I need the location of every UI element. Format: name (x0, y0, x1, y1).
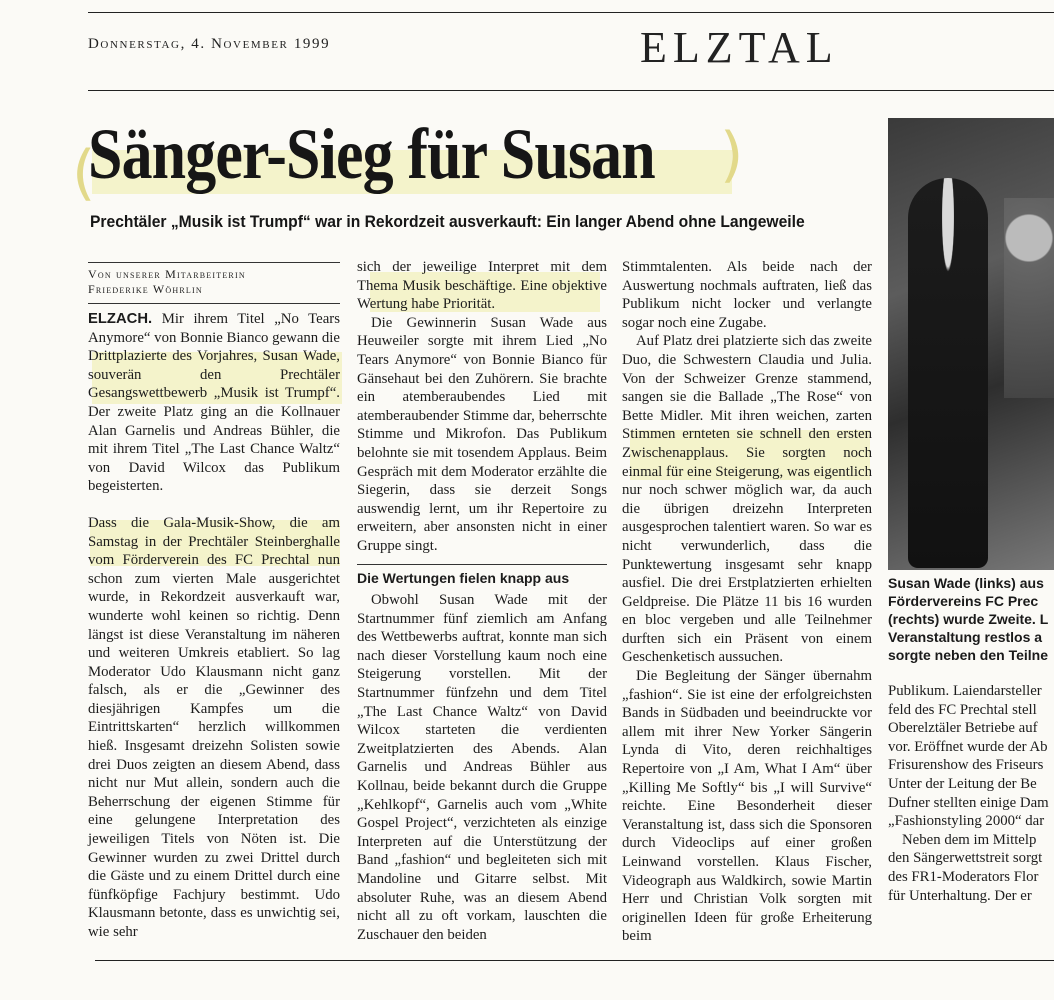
headline: Sänger-Sieg für Susan (88, 114, 655, 194)
paragraph: Obwohl Susan Wade mit der Startnummer fünf ziemlich am Anfang des Wettbewerbs auftrat, konnte man sich nach dieser Vorstellung kaum noch eine Steigerung vorstellen. Mit der Startnummer fünfzehn und dem Titel „The Last Chance Waltz“ von David Wilcox starteten die verdienten Zweitplatzierten des Abends. Alan Garnelis und Andreas Bühler aus Kollnau, beide bekannt durch die Gruppe „Kehlkopf“, Garnelis auch vom „White Gospel Project“, verzichteten als einzige Interpreten auf die Unterstützung der Band „fashion“ und begleiteten sich mit Mandoline und Gitarre selbst. Mit absoluter Ruhe, was an diesem Abend nicht all zu oft vorkam, lauschten die Zuschauer den beiden (357, 592, 607, 943)
text-line: Publikum. Laiendarsteller (888, 683, 1042, 699)
paragraph: sich der jeweilige Interpret mit dem Thema Musik beschäftige. Eine objektive Wertung habe Priorität. (357, 259, 607, 313)
bracket-mark-right: ) (720, 120, 744, 190)
subheadline: Prechtäler „Musik ist Trumpf“ war in Rekordzeit ausverkauft: Ein langer Abend ohne Langeweile (90, 212, 805, 231)
article-column-4 (888, 682, 1054, 905)
lead-paragraph (88, 310, 340, 496)
text-line: vor. Eröffnet wurde der Ab (888, 738, 1048, 755)
byline-author: Friederike Wöhrlin (88, 282, 203, 296)
text-line: Neben dem im Mittelp (902, 831, 1037, 848)
text-line: Unter der Leitung der Be (888, 775, 1037, 792)
text-line: Oberelztäler Betriebe auf (888, 720, 1038, 737)
section-subheading: Die Wertungen fielen knapp aus (357, 569, 570, 586)
paragraph: Die Begleitung der Sänger übernahm „fashion“. Sie ist eine der erfolgreichsten Bands in Südbaden und beeindruckte vor allem mit ihrer New Yorker Sängerin Lynda di Vito, deren reichhaltiges Repertoire von „I Am, What I Am“ über „Killing Me Softly“ bis „I will Survive“ reichte. Eine Besonderheit dieser Veranstaltung ist, dass sich die Sponsoren durch Videoclips auf einer großen Leinwand vorstellen. Klaus Fischer, Videograph aus Waldkirch, sowie Martin Herr und Christian Volk sorgten mit originellen Ideen für große Erheiterung beim (622, 668, 872, 945)
lead-location: ELZACH. (88, 311, 153, 327)
text-line: Dufner stellten einige Dam (888, 794, 1049, 811)
photo-caption (888, 574, 1054, 664)
caption-line: Susan Wade (links) aus (888, 575, 1044, 591)
paragraph: Stimmtalenten. Als beide nach der Auswertung nochmals auftraten, ließ das Publikum nicht locker und verlangte sogar noch eine Zugabe. (622, 259, 872, 331)
subhead-rule (357, 564, 607, 565)
bracket-mark-left: ( (72, 138, 96, 208)
text-line: den Sängerwettstreit sorgt (888, 850, 1043, 867)
bottom-rule (95, 960, 1054, 961)
byline-rule (88, 262, 340, 263)
text-line: des FR1-Moderators Flor (888, 868, 1039, 885)
article-column-1 (88, 262, 340, 942)
text-line: „Fashionstyling 2000“ dar (888, 813, 1045, 830)
text-line: feld des FC Prechtal stell (888, 701, 1037, 718)
byline-line-1: Von unserer Mitarbeiterin (88, 267, 246, 281)
caption-line: Fördervereins FC Prec (888, 593, 1039, 609)
article-column-2 (357, 258, 607, 944)
paragraph: Die Gewinnerin Susan Wade aus Heuweiler sorgte mit ihrem Lied „No Tears Anymore“ von Bonnie Bianco für Gänsehaut bei den Zuhörern. Sie brachte ein atemberaubendes Lied mit atemberaubender Stimme dar, beherrschte Stimme und Mikrofon. Das Publikum belohnte sie mit tosendem Applaus. Beim Gespräch mit dem Moderator erzählte die Siegerin, dass sie derzeit Songs auswendig lernt, um ihr Repertoire zu erweitern, aber ansonsten nicht in einer Gruppe singt. (357, 314, 607, 554)
paragraph: Auf Platz drei platzierte sich das zweite Duo, die Schwestern Claudia und Julia. Von der Schweizer Grenze stammend, sangen sie die Ballade „The Rose“ von Bette Midler. Mit ihren weichen, zarten Stimmen ernteten sie schnell den ersten Zwischenapplaus. Sie sorgten noch einmal für eine Steigerung, was eigentlich nur noch schwer möglich war, da auch die übrigen dreizehn Interpreten ausgesprochen talentiert waren. So war es nicht verwunderlich, dass die Punktewertung insgesamt sehr knapp ausfiel. Die drei Erstplatzierten erhielten Geldpreise. Die Plätze 11 bis 16 wurden en bloc vergeben und alle Teilnehmer durften sich ein Präsent von einem Geschenketisch aussuchen. (622, 333, 872, 666)
header-rule (88, 90, 1054, 91)
dateline: Donnerstag, 4. November 1999 (88, 36, 331, 52)
photo-singer-figure (908, 178, 988, 568)
caption-line: (rechts) wurde Zweite. L (888, 611, 1049, 627)
photo-background-person (1004, 198, 1054, 398)
text-line: für Unterhaltung. Der er (888, 887, 1032, 904)
section-title: ELZTAL (640, 23, 839, 72)
top-rule (88, 12, 1054, 13)
text-line: Frisurenshow des Friseurs (888, 757, 1044, 774)
article-column-3 (622, 258, 872, 946)
article-photo (888, 118, 1054, 570)
caption-line: Veranstaltung restlos a (888, 629, 1043, 645)
byline-rule (88, 303, 340, 304)
paragraph: Dass die Gala-Musik-Show, die am Samstag in der Prechtäler Steinberghalle vom Förderverein des FC Prechtal nun schon zum vierten Male ausgerichtet wurde, in Rekordzeit ausverkauft war, wunderte wohl keinen so richtig. Denn längst ist diese Veranstaltung im näheren und weiteren Umkreis etabliert. So lag Moderator Udo Klausmann nicht ganz falsch, als er die „Gewinner des diesjährigen Kampfes um die Eintrittskarten“ herzlich willkommen hieß. Insgesamt dreizehn Solisten sowie drei Duos zeigten an diesem Abend, dass nicht nur Mut allein, sondern auch die Beherrschung der eigenen Stimme für eine gelungene Interpretation des jeweiligen Titels von Nöten ist. Die Gewinner wurden zu zwei Drittel durch die Gäste und zu einem Drittel durch eine fünfköpfige Fachjury bestimmt. Udo Klausmann betonte, dass es unwichtig sei, wie sehr (88, 514, 340, 940)
caption-line: sorgte neben den Teilne (888, 647, 1048, 663)
lead-text: Mir ihrem Titel „No Tears Anymore“ von Bonnie Bianco gewann die Drittplazierte des Vorjahres, Susan Wade, souverän den Prechtäler Gesangswettbewerb „Musik ist Trumpf“. Der zweite Platz ging an die Kollnauer Alan Garnelis und Andreas Bühler, die mit ihrem Titel „The Last Chance Waltz“ von David Wilcox das Publikum begeisterten. (88, 311, 340, 495)
